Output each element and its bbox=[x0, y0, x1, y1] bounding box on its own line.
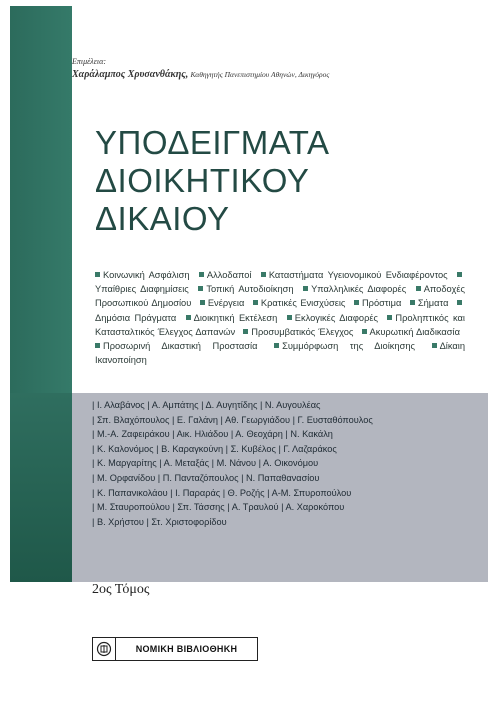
bullet-square-icon bbox=[95, 272, 100, 277]
bullet-square-icon bbox=[253, 300, 258, 305]
editor-name: Χαράλαμπος Χρυσανθάκης, bbox=[72, 69, 189, 80]
publisher-badge bbox=[92, 637, 258, 661]
topic-label: Ακυρωτική Διαδικασία bbox=[369, 326, 460, 337]
topic-label: Πρόστιμα bbox=[361, 298, 402, 309]
topic-label: Υπαίθριες Διαφημίσεις bbox=[95, 284, 189, 295]
topic-item bbox=[198, 284, 293, 294]
bullet-square-icon bbox=[432, 343, 437, 348]
topic-label: Σήματα bbox=[417, 298, 449, 309]
authors-row: | Μ.-Α. Ζαφειράκου | Αικ. Ηλιάδου | Α. Θεοχάρη | Ν. Κακάλη bbox=[92, 429, 333, 440]
title-line: ΔΙΟΙΚΗΤΙΚΟΥ bbox=[95, 162, 310, 199]
editor-role: Καθηγητής Πανεπιστημίου Αθηνών, Δικηγόρος bbox=[190, 70, 330, 79]
topic-item bbox=[243, 327, 353, 337]
editor-label: Επιμέλεια: bbox=[72, 57, 106, 66]
bullet-square-icon bbox=[354, 300, 359, 305]
topic-label: Διοικητική Εκτέλεση bbox=[193, 312, 278, 323]
title-line: ΥΠΟΔΕΙΓΜΑΤΑ bbox=[95, 124, 330, 161]
topic-label: Προσωρινή Δικαστική Προστασία bbox=[103, 341, 258, 352]
topic-item bbox=[95, 341, 257, 351]
bullet-square-icon bbox=[199, 272, 204, 277]
bullet-square-icon bbox=[274, 343, 279, 348]
topic-item bbox=[186, 313, 278, 323]
editor-line bbox=[72, 69, 472, 80]
bullet-square-icon bbox=[198, 286, 203, 291]
topic-item bbox=[287, 313, 378, 323]
bullet-square-icon bbox=[362, 329, 367, 334]
topic-label: Αλλοδαποί bbox=[206, 270, 252, 280]
bullet-square-icon bbox=[200, 300, 205, 305]
topic-item bbox=[303, 284, 406, 294]
topic-label: Εκλογικές Διαφορές bbox=[294, 312, 378, 323]
bullet-square-icon bbox=[387, 315, 392, 320]
topic-item bbox=[199, 270, 252, 280]
bullet-square-icon bbox=[287, 315, 292, 320]
book-title bbox=[95, 124, 330, 238]
topic-label: Κοινωνική Ασφάλιση bbox=[103, 270, 190, 280]
topic-item bbox=[362, 327, 460, 337]
authors-row: | Κ. Μαργαρίτης | Α. Μεταξάς | Μ. Νάνου | Α. Οικονόμου bbox=[92, 458, 319, 469]
topic-label: Δημόσια Πράγματα bbox=[95, 312, 177, 323]
authors-row: | Κ. Παπανικολάου | Ι. Παραράς | Θ. Ροζής | Α-Μ. Σπυροπούλου bbox=[92, 487, 352, 498]
bullet-square-icon bbox=[243, 329, 248, 334]
authors-row: | Β. Χρήστου | Στ. Χριστοφορίδου bbox=[92, 516, 227, 527]
title-line: ΔΙΚΑΙΟΥ bbox=[95, 200, 230, 237]
topic-item bbox=[354, 298, 401, 308]
authors-row: | Ι. Αλαβάνος | Α. Αμπάτης | Δ. Αυγητίδης | Ν. Αυγουλέας bbox=[92, 400, 321, 410]
publisher-name: ΝΟΜΙΚΗ ΒΙΒΛΙΟΘΗΚΗ bbox=[135, 644, 238, 654]
authors-row: | Μ. Ορφανίδου | Π. Πανταζόπουλος | Ν. Παπαθανασίου bbox=[92, 472, 320, 483]
topic-item bbox=[253, 298, 345, 308]
authors-row: | Κ. Καλονόμος | Β. Καραγκούνη | Σ. Κυβέλος | Γ. Λαζαράκος bbox=[92, 443, 337, 454]
authors-row: | Μ. Σταυροπούλου | Σπ. Τάσσης | Α. Τραυλού | Α. Χαροκόπου bbox=[92, 502, 345, 513]
topic-item bbox=[95, 270, 190, 280]
bullet-square-icon bbox=[186, 315, 191, 320]
topic-item bbox=[410, 298, 449, 308]
topic-label: Υπαλληλικές Διαφορές bbox=[311, 284, 407, 295]
bullet-square-icon bbox=[457, 272, 462, 277]
topic-label: Ενέργεια bbox=[207, 298, 245, 309]
topic-item bbox=[261, 270, 448, 280]
topic-label: Προληπτικός και Κατασταλτικός Έλεγχος Δαπανών bbox=[95, 312, 465, 337]
topic-label: Δίκαιη Ικανοποίηση bbox=[95, 341, 465, 366]
bullet-square-icon bbox=[261, 272, 266, 277]
authors-list bbox=[92, 398, 472, 529]
topic-label: Κρατικές Ενισχύσεις bbox=[260, 298, 346, 309]
topic-label: Προσυμβατικός Έλεγχος bbox=[251, 326, 354, 337]
topic-label: Τοπική Αυτοδιοίκηση bbox=[206, 284, 294, 295]
topics-list bbox=[95, 268, 465, 367]
green-side-strip bbox=[10, 393, 72, 582]
bullet-square-icon bbox=[303, 286, 308, 291]
authors-row: | Σπ. Βλαχόπουλος | Ε. Γαλάνη | Αθ. Γεωργιάδου | Γ. Ευσταθόπουλος bbox=[92, 414, 373, 425]
bullet-square-icon bbox=[457, 300, 462, 305]
topic-label: Αποδοχές Προσωπικού Δημοσίου bbox=[95, 284, 465, 309]
bullet-square-icon bbox=[416, 286, 421, 291]
bullet-square-icon bbox=[410, 300, 415, 305]
topic-label: Καταστήματα Υγειονομικού Ενδιαφέροντος bbox=[268, 270, 448, 280]
topic-item bbox=[274, 341, 415, 351]
topic-label: Συμμόρφωση της Διοίκησης bbox=[282, 341, 415, 352]
publisher-emblem-icon bbox=[93, 638, 116, 660]
volume-label: 2ος Τόμος bbox=[92, 582, 150, 597]
bullet-square-icon bbox=[95, 343, 100, 348]
topic-item bbox=[200, 298, 245, 308]
